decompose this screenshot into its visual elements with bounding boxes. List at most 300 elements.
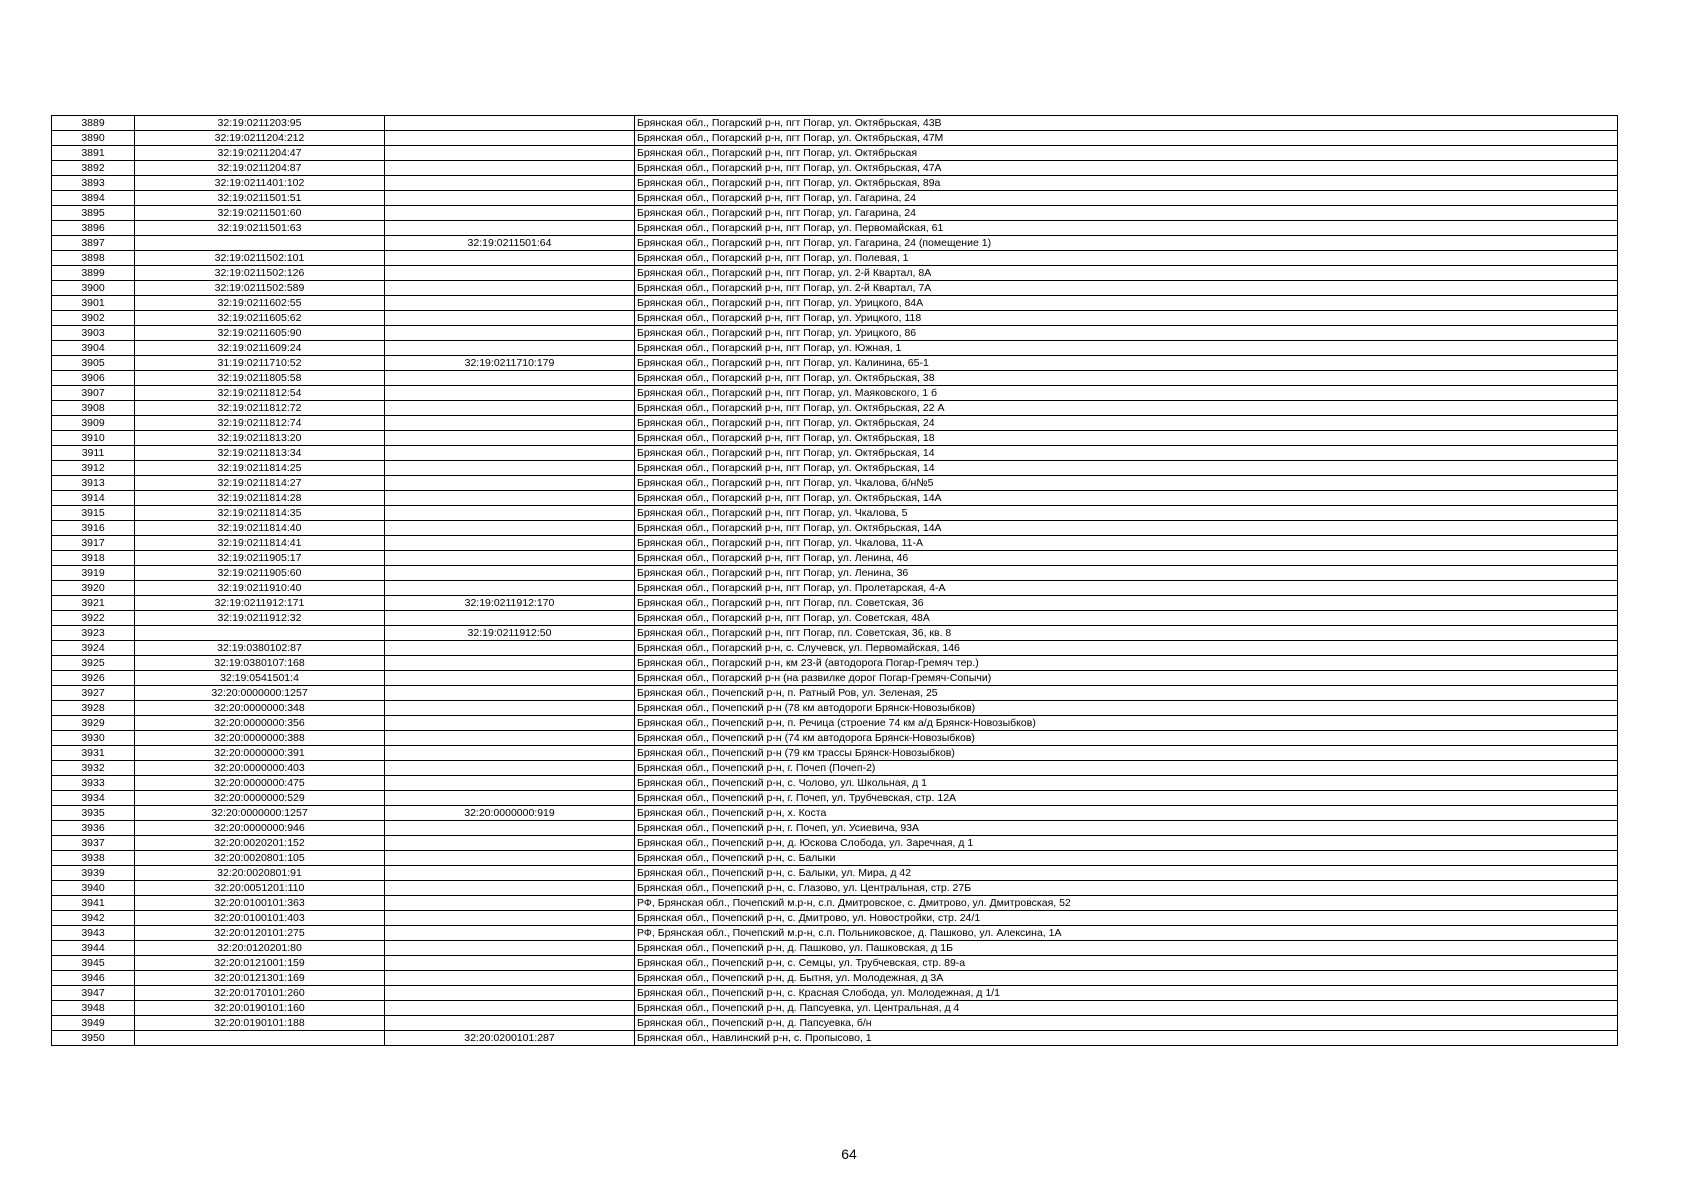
address-cell: Брянская обл., Погарский р-н, пгт Погар, ул. 2-й Квартал, 7А <box>635 281 1618 296</box>
cadastral-number-cell: 32:19:0211814:27 <box>135 476 385 491</box>
table-row <box>52 431 1618 446</box>
related-cadastral-number-cell: 32:19:0211710:179 <box>385 356 635 371</box>
address-cell: Брянская обл., Погарский р-н, пгт Погар, ул. Ленина, 46 <box>635 551 1618 566</box>
cadastral-number-cell: 32:19:0211502:126 <box>135 266 385 281</box>
table-row <box>52 1001 1618 1016</box>
related-cadastral-number-cell: 32:19:0211912:170 <box>385 596 635 611</box>
table-row <box>52 146 1618 161</box>
address-cell: Брянская обл., Погарский р-н, пгт Погар, пл. Советская, 36, кв. 8 <box>635 626 1618 641</box>
cadastral-number-cell: 32:19:0380102:87 <box>135 641 385 656</box>
cadastral-number-cell: 32:19:0211905:60 <box>135 566 385 581</box>
address-cell: Брянская обл., Почепский р-н (79 км трассы Брянск-Новозыбков) <box>635 746 1618 761</box>
address-cell: Брянская обл., Погарский р-н, пгт Погар, ул. Чкалова, 11-А <box>635 536 1618 551</box>
table-row <box>52 566 1618 581</box>
cadastral-number-cell: 32:19:0541501:4 <box>135 671 385 686</box>
address-cell: Брянская обл., Погарский р-н, пгт Погар, ул. Октябрьская, 24 <box>635 416 1618 431</box>
row-number-cell: 3891 <box>52 146 135 161</box>
cadastral-number-cell: 32:19:0211814:41 <box>135 536 385 551</box>
address-cell: Брянская обл., Погарский р-н, пгт Погар, ул. Октябрьская, 18 <box>635 431 1618 446</box>
row-number-cell: 3918 <box>52 551 135 566</box>
row-number-cell: 3899 <box>52 266 135 281</box>
related-cadastral-number-cell <box>385 296 635 311</box>
related-cadastral-number-cell <box>385 446 635 461</box>
related-cadastral-number-cell <box>385 731 635 746</box>
cadastral-number-cell: 32:19:0211204:212 <box>135 131 385 146</box>
cadastral-number-cell: 32:19:0211912:32 <box>135 611 385 626</box>
cadastral-number-cell: 32:19:0211912:171 <box>135 596 385 611</box>
table-row <box>52 551 1618 566</box>
address-cell: Брянская обл., Погарский р-н (на развилке дорог Погар-Гремяч-Сопычи) <box>635 671 1618 686</box>
row-number-cell: 3913 <box>52 476 135 491</box>
related-cadastral-number-cell <box>385 986 635 1001</box>
related-cadastral-number-cell <box>385 1001 635 1016</box>
address-cell: Брянская обл., Почепский р-н, д. Юскова Слобода, ул. Заречная, д 1 <box>635 836 1618 851</box>
address-cell: Брянская обл., Погарский р-н, пгт Погар, ул. Гагарина, 24 <box>635 206 1618 221</box>
address-cell: Брянская обл., Почепский р-н, с. Глазово, ул. Центральная, стр. 27Б <box>635 881 1618 896</box>
related-cadastral-number-cell <box>385 791 635 806</box>
cadastral-number-cell: 32:20:0121301:169 <box>135 971 385 986</box>
table-row <box>52 821 1618 836</box>
row-number-cell: 3946 <box>52 971 135 986</box>
related-cadastral-number-cell <box>385 701 635 716</box>
table-row <box>52 251 1618 266</box>
table-row <box>52 341 1618 356</box>
row-number-cell: 3950 <box>52 1031 135 1046</box>
row-number-cell: 3941 <box>52 896 135 911</box>
table-row <box>52 986 1618 1001</box>
related-cadastral-number-cell <box>385 326 635 341</box>
row-number-cell: 3889 <box>52 116 135 131</box>
address-cell: Брянская обл., Погарский р-н, пгт Погар, ул. Чкалова, 5 <box>635 506 1618 521</box>
table-row <box>52 971 1618 986</box>
address-cell: Брянская обл., Почепский р-н, г. Почеп, ул. Трубчевская, стр. 12А <box>635 791 1618 806</box>
table-row <box>52 896 1618 911</box>
cadastral-number-cell: 32:19:0211814:25 <box>135 461 385 476</box>
row-number-cell: 3911 <box>52 446 135 461</box>
address-cell: Брянская обл., Погарский р-н, пгт Погар, ул. Октябрьская, 14 <box>635 461 1618 476</box>
address-cell: Брянская обл., Погарский р-н, пгт Погар, ул. Полевая, 1 <box>635 251 1618 266</box>
row-number-cell: 3897 <box>52 236 135 251</box>
row-number-cell: 3924 <box>52 641 135 656</box>
table-row <box>52 236 1618 251</box>
cadastral-number-cell: 32:19:0211502:101 <box>135 251 385 266</box>
address-cell: Брянская обл., Погарский р-н, пгт Погар, ул. Маяковского, 1 б <box>635 386 1618 401</box>
related-cadastral-number-cell: 32:20:0000000:919 <box>385 806 635 821</box>
address-cell: Брянская обл., Погарский р-н, пгт Погар, ул. Советская, 48А <box>635 611 1618 626</box>
related-cadastral-number-cell <box>385 836 635 851</box>
table-row <box>52 176 1618 191</box>
address-cell: Брянская обл., Погарский р-н, пгт Погар, ул. Пролетарская, 4-А <box>635 581 1618 596</box>
address-cell: Брянская обл., Почепский р-н, с. Красная Слобода, ул. Молодежная, д 1/1 <box>635 986 1618 1001</box>
cadastral-number-cell: 32:19:0211401:102 <box>135 176 385 191</box>
cadastral-number-cell: 32:19:0211805:58 <box>135 371 385 386</box>
related-cadastral-number-cell <box>385 416 635 431</box>
row-number-cell: 3900 <box>52 281 135 296</box>
related-cadastral-number-cell <box>385 161 635 176</box>
row-number-cell: 3892 <box>52 161 135 176</box>
row-number-cell: 3907 <box>52 386 135 401</box>
cadastral-number-cell: 32:20:0120201:80 <box>135 941 385 956</box>
cadastral-number-cell: 32:19:0211814:28 <box>135 491 385 506</box>
row-number-cell: 3936 <box>52 821 135 836</box>
row-number-cell: 3938 <box>52 851 135 866</box>
row-number-cell: 3937 <box>52 836 135 851</box>
table-row <box>52 701 1618 716</box>
cadastral-number-cell: 32:19:0211814:35 <box>135 506 385 521</box>
row-number-cell: 3931 <box>52 746 135 761</box>
address-cell: РФ, Брянская обл., Почепский м.р-н, с.п. Дмитровское, с. Дмитрово, ул. Дмитровская, 52 <box>635 896 1618 911</box>
row-number-cell: 3949 <box>52 1016 135 1031</box>
address-cell: Брянская обл., Почепский р-н, д. Бытня, ул. Молодежная, д 3А <box>635 971 1618 986</box>
address-cell: Брянская обл., Почепский р-н, п. Ратный Ров, ул. Зеленая, 25 <box>635 686 1618 701</box>
cadastral-number-cell: 32:20:0121001:159 <box>135 956 385 971</box>
related-cadastral-number-cell <box>385 506 635 521</box>
cadastral-number-cell: 32:19:0211910:40 <box>135 581 385 596</box>
related-cadastral-number-cell <box>385 686 635 701</box>
table-row <box>52 926 1618 941</box>
table-row <box>52 161 1618 176</box>
row-number-cell: 3896 <box>52 221 135 236</box>
row-number-cell: 3927 <box>52 686 135 701</box>
address-cell: Брянская обл., Погарский р-н, пгт Погар, пл. Советская, 36 <box>635 596 1618 611</box>
row-number-cell: 3895 <box>52 206 135 221</box>
cadastral-number-cell: 32:19:0211813:20 <box>135 431 385 446</box>
related-cadastral-number-cell <box>385 611 635 626</box>
related-cadastral-number-cell <box>385 911 635 926</box>
address-cell: Брянская обл., Почепский р-н, с. Семцы, ул. Трубчевская, стр. 89-а <box>635 956 1618 971</box>
row-number-cell: 3944 <box>52 941 135 956</box>
row-number-cell: 3945 <box>52 956 135 971</box>
related-cadastral-number-cell <box>385 881 635 896</box>
row-number-cell: 3919 <box>52 566 135 581</box>
table-row <box>52 1031 1618 1046</box>
related-cadastral-number-cell: 32:19:0211912:50 <box>385 626 635 641</box>
related-cadastral-number-cell <box>385 941 635 956</box>
row-number-cell: 3904 <box>52 341 135 356</box>
table-row <box>52 386 1618 401</box>
table-row <box>52 401 1618 416</box>
row-number-cell: 3893 <box>52 176 135 191</box>
address-cell: Брянская обл., Погарский р-н, пгт Погар, ул. 2-й Квартал, 8А <box>635 266 1618 281</box>
address-cell: Брянская обл., Погарский р-н, пгт Погар, ул. Октябрьская, 43В <box>635 116 1618 131</box>
table-row <box>52 446 1618 461</box>
row-number-cell: 3910 <box>52 431 135 446</box>
table-row <box>52 911 1618 926</box>
address-cell: Брянская обл., Погарский р-н, пгт Погар, ул. Ленина, 36 <box>635 566 1618 581</box>
cadastral-number-cell: 32:20:0170101:260 <box>135 986 385 1001</box>
address-cell: Брянская обл., Погарский р-н, пгт Погар, ул. Урицкого, 86 <box>635 326 1618 341</box>
related-cadastral-number-cell <box>385 476 635 491</box>
address-cell: Брянская обл., Почепский р-н, х. Коста <box>635 806 1618 821</box>
row-number-cell: 3920 <box>52 581 135 596</box>
address-cell: Брянская обл., Почепский р-н, с. Балыки, ул. Мира, д 42 <box>635 866 1618 881</box>
table-row <box>52 266 1618 281</box>
table-row <box>52 506 1618 521</box>
cadastral-number-cell: 32:20:0100101:363 <box>135 896 385 911</box>
table-row <box>52 881 1618 896</box>
address-cell: Брянская обл., Погарский р-н, пгт Погар, ул. Октябрьская, 14А <box>635 521 1618 536</box>
row-number-cell: 3912 <box>52 461 135 476</box>
table-row <box>52 851 1618 866</box>
table-row <box>52 296 1618 311</box>
related-cadastral-number-cell <box>385 131 635 146</box>
related-cadastral-number-cell <box>385 896 635 911</box>
related-cadastral-number-cell <box>385 956 635 971</box>
related-cadastral-number-cell <box>385 536 635 551</box>
table-row <box>52 206 1618 221</box>
table-row <box>52 131 1618 146</box>
address-cell: Брянская обл., Погарский р-н, пгт Погар, ул. Южная, 1 <box>635 341 1618 356</box>
row-number-cell: 3925 <box>52 656 135 671</box>
cadastral-number-cell: 32:20:0020801:105 <box>135 851 385 866</box>
row-number-cell: 3934 <box>52 791 135 806</box>
cadastral-number-cell: 32:20:0000000:348 <box>135 701 385 716</box>
address-cell: Брянская обл., Почепский р-н, с. Дмитрово, ул. Новостройки, стр. 24/1 <box>635 911 1618 926</box>
cadastral-number-cell: 32:19:0211502:589 <box>135 281 385 296</box>
address-cell: Брянская обл., Погарский р-н, пгт Погар, ул. Гагарина, 24 (помещение 1) <box>635 236 1618 251</box>
cadastral-number-cell: 32:19:0211203:95 <box>135 116 385 131</box>
cadastral-number-cell: 31:19:0211710:52 <box>135 356 385 371</box>
related-cadastral-number-cell: 32:19:0211501:64 <box>385 236 635 251</box>
row-number-cell: 3915 <box>52 506 135 521</box>
cadastral-number-cell: 32:19:0211204:87 <box>135 161 385 176</box>
row-number-cell: 3929 <box>52 716 135 731</box>
cadastral-number-cell: 32:19:0211812:72 <box>135 401 385 416</box>
registry-table-body <box>52 116 1618 1046</box>
related-cadastral-number-cell <box>385 371 635 386</box>
row-number-cell: 3890 <box>52 131 135 146</box>
related-cadastral-number-cell <box>385 656 635 671</box>
row-number-cell: 3901 <box>52 296 135 311</box>
table-row <box>52 656 1618 671</box>
table-row <box>52 281 1618 296</box>
address-cell: Брянская обл., Почепский р-н, п. Речица (строение 74 км а/д Брянск-Новозыбков) <box>635 716 1618 731</box>
address-cell: Брянская обл., Погарский р-н, пгт Погар, ул. Октябрьская, 14А <box>635 491 1618 506</box>
address-cell: Брянская обл., Почепский р-н, г. Почеп (Почеп-2) <box>635 761 1618 776</box>
cadastral-number-cell: 32:19:0211812:54 <box>135 386 385 401</box>
table-row <box>52 791 1618 806</box>
related-cadastral-number-cell: 32:20:0200101:287 <box>385 1031 635 1046</box>
row-number-cell: 3939 <box>52 866 135 881</box>
cadastral-number-cell: 32:20:0020201:152 <box>135 836 385 851</box>
address-cell: Брянская обл., Погарский р-н, пгт Погар, ул. Урицкого, 84А <box>635 296 1618 311</box>
address-cell: Брянская обл., Погарский р-н, км 23-й (автодорога Погар-Гремяч тер.) <box>635 656 1618 671</box>
related-cadastral-number-cell <box>385 281 635 296</box>
row-number-cell: 3909 <box>52 416 135 431</box>
table-row <box>52 626 1618 641</box>
address-cell: Брянская обл., Почепский р-н, с. Балыки <box>635 851 1618 866</box>
row-number-cell: 3930 <box>52 731 135 746</box>
cadastral-number-cell: 32:20:0000000:356 <box>135 716 385 731</box>
related-cadastral-number-cell <box>385 266 635 281</box>
address-cell: Брянская обл., Погарский р-н, пгт Погар, ул. Октябрьская <box>635 146 1618 161</box>
related-cadastral-number-cell <box>385 641 635 656</box>
related-cadastral-number-cell <box>385 401 635 416</box>
address-cell: Брянская обл., Погарский р-н, с. Случевск, ул. Первомайская, 146 <box>635 641 1618 656</box>
address-cell: Брянская обл., Погарский р-н, пгт Погар, ул. Чкалова, б/н№5 <box>635 476 1618 491</box>
table-row <box>52 356 1618 371</box>
cadastral-number-cell: 32:20:0051201:110 <box>135 881 385 896</box>
related-cadastral-number-cell <box>385 206 635 221</box>
table-row <box>52 761 1618 776</box>
table-row <box>52 596 1618 611</box>
related-cadastral-number-cell <box>385 521 635 536</box>
cadastral-number-cell: 32:20:0190101:160 <box>135 1001 385 1016</box>
cadastral-number-cell: 32:19:0211501:63 <box>135 221 385 236</box>
row-number-cell: 3902 <box>52 311 135 326</box>
cadastral-number-cell: 32:20:0000000:403 <box>135 761 385 776</box>
cadastral-number-cell: 32:19:0380107:168 <box>135 656 385 671</box>
address-cell: Брянская обл., Почепский р-н, г. Почеп, ул. Усиевича, 93А <box>635 821 1618 836</box>
row-number-cell: 3935 <box>52 806 135 821</box>
row-number-cell: 3916 <box>52 521 135 536</box>
row-number-cell: 3926 <box>52 671 135 686</box>
row-number-cell: 3894 <box>52 191 135 206</box>
row-number-cell: 3921 <box>52 596 135 611</box>
cadastral-number-cell: 32:19:0211814:40 <box>135 521 385 536</box>
table-row <box>52 731 1618 746</box>
cadastral-number-cell: 32:20:0000000:475 <box>135 776 385 791</box>
related-cadastral-number-cell <box>385 341 635 356</box>
related-cadastral-number-cell <box>385 566 635 581</box>
address-cell: Брянская обл., Почепский р-н, с. Чолово, ул. Школьная, д 1 <box>635 776 1618 791</box>
related-cadastral-number-cell <box>385 671 635 686</box>
related-cadastral-number-cell <box>385 821 635 836</box>
cadastral-number-cell: 32:19:0211905:17 <box>135 551 385 566</box>
table-row <box>52 941 1618 956</box>
address-cell: Брянская обл., Погарский р-н, пгт Погар, ул. Первомайская, 61 <box>635 221 1618 236</box>
row-number-cell: 3922 <box>52 611 135 626</box>
address-cell: Брянская обл., Погарский р-н, пгт Погар, ул. Октябрьская, 22 А <box>635 401 1618 416</box>
row-number-cell: 3908 <box>52 401 135 416</box>
related-cadastral-number-cell <box>385 761 635 776</box>
related-cadastral-number-cell <box>385 176 635 191</box>
table-row <box>52 806 1618 821</box>
row-number-cell: 3903 <box>52 326 135 341</box>
row-number-cell: 3947 <box>52 986 135 1001</box>
cadastral-number-cell: 32:20:0100101:403 <box>135 911 385 926</box>
row-number-cell: 3928 <box>52 701 135 716</box>
table-row <box>52 491 1618 506</box>
address-cell: Брянская обл., Погарский р-н, пгт Погар, ул. Урицкого, 118 <box>635 311 1618 326</box>
related-cadastral-number-cell <box>385 311 635 326</box>
table-row <box>52 686 1618 701</box>
related-cadastral-number-cell <box>385 221 635 236</box>
related-cadastral-number-cell <box>385 866 635 881</box>
table-row <box>52 866 1618 881</box>
page-number: 64 <box>841 1146 857 1162</box>
related-cadastral-number-cell <box>385 491 635 506</box>
related-cadastral-number-cell <box>385 851 635 866</box>
table-row <box>52 191 1618 206</box>
address-cell: Брянская обл., Погарский р-н, пгт Погар, ул. Калинина, 65-1 <box>635 356 1618 371</box>
cadastral-number-cell: 32:19:0211204:47 <box>135 146 385 161</box>
address-cell: РФ, Брянская обл., Почепский м.р-н, с.п. Польниковское, д. Пашково, ул. Алексина, 1А <box>635 926 1618 941</box>
address-cell: Брянская обл., Погарский р-н, пгт Погар, ул. Октябрьская, 38 <box>635 371 1618 386</box>
cadastral-number-cell: 32:20:0000000:529 <box>135 791 385 806</box>
related-cadastral-number-cell <box>385 971 635 986</box>
related-cadastral-number-cell <box>385 1016 635 1031</box>
table-row <box>52 416 1618 431</box>
address-cell: Брянская обл., Почепский р-н (78 км автодороги Брянск-Новозыбков) <box>635 701 1618 716</box>
row-number-cell: 3914 <box>52 491 135 506</box>
table-row <box>52 521 1618 536</box>
cadastral-number-cell <box>135 236 385 251</box>
table-row <box>52 536 1618 551</box>
row-number-cell: 3933 <box>52 776 135 791</box>
cadastral-number-cell: 32:19:0211812:74 <box>135 416 385 431</box>
related-cadastral-number-cell <box>385 116 635 131</box>
cadastral-number-cell: 32:19:0211813:34 <box>135 446 385 461</box>
cadastral-number-cell: 32:20:0000000:1257 <box>135 806 385 821</box>
table-row <box>52 776 1618 791</box>
table-row <box>52 116 1618 131</box>
table-row <box>52 956 1618 971</box>
cadastral-number-cell: 32:20:0020801:91 <box>135 866 385 881</box>
table-row <box>52 716 1618 731</box>
address-cell: Брянская обл., Погарский р-н, пгт Погар, ул. Октябрьская, 89а <box>635 176 1618 191</box>
address-cell: Брянская обл., Почепский р-н (74 км автодорога Брянск-Новозыбков) <box>635 731 1618 746</box>
table-row <box>52 326 1618 341</box>
table-row <box>52 836 1618 851</box>
table-row <box>52 641 1618 656</box>
cadastral-number-cell: 32:19:0211501:51 <box>135 191 385 206</box>
related-cadastral-number-cell <box>385 716 635 731</box>
cadastral-number-cell <box>135 1031 385 1046</box>
row-number-cell: 3942 <box>52 911 135 926</box>
registry-table <box>51 115 1618 1046</box>
cadastral-number-cell: 32:20:0120101:275 <box>135 926 385 941</box>
row-number-cell: 3940 <box>52 881 135 896</box>
address-cell: Брянская обл., Погарский р-н, пгт Погар, ул. Октябрьская, 47А <box>635 161 1618 176</box>
table-row <box>52 461 1618 476</box>
row-number-cell: 3948 <box>52 1001 135 1016</box>
address-cell: Брянская обл., Погарский р-н, пгт Погар, ул. Октябрьская, 14 <box>635 446 1618 461</box>
cadastral-number-cell: 32:19:0211602:55 <box>135 296 385 311</box>
cadastral-number-cell: 32:20:0000000:388 <box>135 731 385 746</box>
row-number-cell: 3923 <box>52 626 135 641</box>
cadastral-number-cell: 32:20:0190101:188 <box>135 1016 385 1031</box>
table-row <box>52 581 1618 596</box>
row-number-cell: 3905 <box>52 356 135 371</box>
table-row <box>52 611 1618 626</box>
cadastral-number-cell: 32:20:0000000:946 <box>135 821 385 836</box>
table-row <box>52 476 1618 491</box>
table-row <box>52 1016 1618 1031</box>
related-cadastral-number-cell <box>385 926 635 941</box>
cadastral-number-cell: 32:19:0211501:60 <box>135 206 385 221</box>
table-row <box>52 311 1618 326</box>
cadastral-number-cell <box>135 626 385 641</box>
cadastral-number-cell: 32:19:0211605:62 <box>135 311 385 326</box>
address-cell: Брянская обл., Погарский р-н, пгт Погар, ул. Гагарина, 24 <box>635 191 1618 206</box>
table-row <box>52 671 1618 686</box>
row-number-cell: 3932 <box>52 761 135 776</box>
address-cell: Брянская обл., Погарский р-н, пгт Погар, ул. Октябрьская, 47М <box>635 131 1618 146</box>
related-cadastral-number-cell <box>385 551 635 566</box>
address-cell: Брянская обл., Почепский р-н, д. Папсуевка, б/н <box>635 1016 1618 1031</box>
related-cadastral-number-cell <box>385 581 635 596</box>
related-cadastral-number-cell <box>385 776 635 791</box>
address-cell: Брянская обл., Почепский р-н, д. Пашково, ул. Пашковская, д 1Б <box>635 941 1618 956</box>
table-row <box>52 221 1618 236</box>
related-cadastral-number-cell <box>385 386 635 401</box>
row-number-cell: 3898 <box>52 251 135 266</box>
related-cadastral-number-cell <box>385 461 635 476</box>
table-row <box>52 371 1618 386</box>
row-number-cell: 3917 <box>52 536 135 551</box>
cadastral-number-cell: 32:20:0000000:391 <box>135 746 385 761</box>
